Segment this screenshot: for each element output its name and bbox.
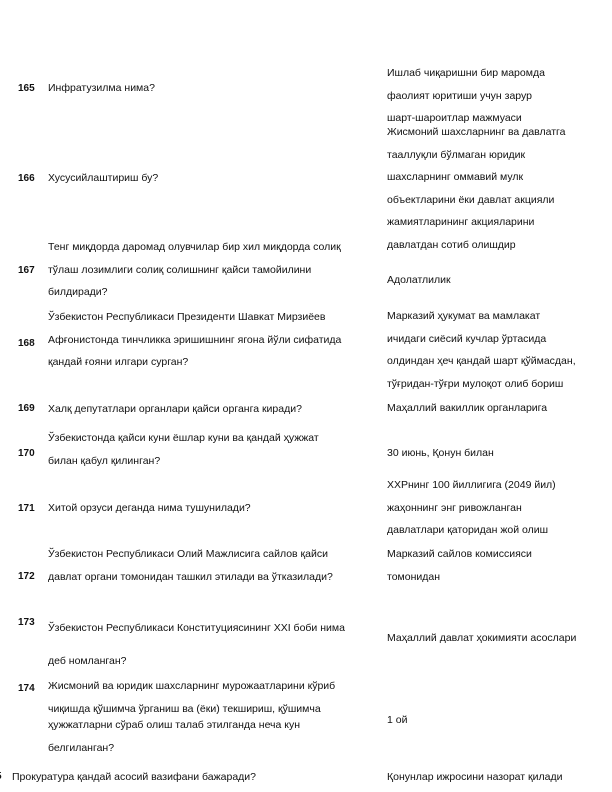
question-text-174 (48, 675, 374, 759)
answer-line: объектларини ёки давлат акцияли (387, 193, 555, 206)
question-line: Ўзбекистон Республикаси Олий Мажлисига сайлов қайси (48, 548, 328, 560)
question-text-167 (48, 236, 374, 304)
answer-line: шарт-шароитлар мажмуаси (387, 112, 522, 124)
question-line: Ўзбекистон Республикаси Президенти Шавкат Мирзиёев (48, 311, 326, 323)
question-text-168 (48, 306, 374, 374)
question-text-165 (48, 77, 374, 100)
question-number-172: 172 (18, 571, 35, 582)
question-number-171: 171 (18, 503, 35, 514)
answer-line: Марказий ҳукумат ва мамлакат (387, 310, 541, 322)
question-number-165: 165 (18, 83, 35, 94)
question-line: ҳужжатларни сўраб олиш талаб этилганда неча кун (48, 719, 301, 731)
question-line: тўлаш лозимлиги солиқ солишнинг қайси тамойилини (48, 263, 312, 276)
answer-line: Адолатлилик (387, 274, 451, 286)
question-line: Афғонистонда тинчликка эришишнинг ягона йўли сифатида (48, 333, 342, 346)
answer-text-168 (387, 305, 609, 395)
question-line: Тенг миқдорда даромад олувчилар бир хил миқдорда солиқ (48, 241, 341, 253)
question-text-last (12, 766, 338, 789)
question-number-168: 168 (18, 338, 35, 349)
answer-line: Қонунлар ижросини назорат қилади (387, 771, 563, 783)
question-line: давлат органи томонидан ташкил этилади ва ўтказилади? (48, 570, 333, 583)
question-line: белгиланган? (48, 741, 115, 754)
answer-line: шахсларнинг оммавий мулк (387, 171, 524, 183)
answer-line: Жисмоний шахсларнинг ва давлатга (387, 126, 566, 138)
answer-text-169 (387, 397, 609, 420)
answer-line: томонидан (387, 570, 441, 583)
answer-line: Марказий сайлов комиссияси (387, 548, 532, 560)
answer-line: олдиндан ҳеч қандай шарт қўймасдан, (387, 355, 576, 367)
question-line: Инфратузилма нима? (48, 82, 155, 94)
question-line: Ўзбекистон Республикаси Конституциясининг XXI боби нима (48, 622, 345, 634)
answer-text-171 (387, 474, 609, 542)
answer-line: жаҳоннинг энг ривожланган (387, 501, 522, 514)
question-text-171 (48, 497, 374, 520)
answer-line: Ишлаб чиқаришни бир маромда (387, 67, 545, 79)
answer-line: давлатлари қаторидан жой олиш (387, 524, 548, 536)
question-line: қандай ғояни илгари сурган? (48, 356, 189, 368)
question-text-166 (48, 167, 374, 190)
question-number-174: 174 (18, 683, 35, 694)
answer-line: фаолият юритиши учун зарур (387, 89, 532, 102)
answer-text-170 (387, 442, 609, 465)
answer-line: давлатдан сотиб олишдир (387, 238, 516, 251)
answer-text-166 (387, 121, 609, 256)
answer-line: тааллуқли бўлмаган юридик (387, 148, 526, 161)
question-line: билан қабул қилинган? (48, 454, 161, 467)
question-line: Ўзбекистонда қайси куни ёшлар куни ва қандай ҳужжат (48, 432, 319, 444)
question-text-173 (48, 617, 374, 672)
answer-text-last (387, 766, 609, 789)
question-text-169 (48, 398, 374, 421)
answer-line: ХХРнинг 100 йиллигига (2049 йил) (387, 479, 556, 491)
answer-line: Маҳаллий давлат ҳокимияти асослари (387, 632, 577, 644)
answer-text-173 (387, 627, 609, 650)
question-line: Хитой орзуси деганда нима тушунилади? (48, 502, 251, 514)
question-number-170: 170 (18, 448, 35, 459)
question-line: Жисмоний ва юридик шахсларнинг мурожаатларини кўриб (48, 680, 336, 692)
answer-line: ичидаги сиёсий кучлар ўртасида (387, 332, 547, 345)
answer-text-165 (387, 62, 609, 130)
question-text-170 (48, 427, 374, 472)
answer-line: Маҳаллий вакиллик органларига (387, 402, 548, 414)
question-number-167: 167 (18, 265, 35, 276)
question-line: деб номланган? (48, 654, 127, 667)
question-number-166: 166 (18, 173, 35, 184)
answer-line: 1 ой (387, 714, 408, 726)
answer-text-172 (387, 543, 609, 588)
question-number-173: 173 (18, 617, 35, 628)
answer-line: тўғридан-тўғри мулоқот олиб бориш (387, 377, 564, 390)
question-line: Прокуратура қандай асосий вазифани бажаради? (12, 771, 257, 783)
answer-text-167 (387, 269, 609, 292)
answer-line: 30 июнь, Қонун билан (387, 447, 494, 459)
question-line: Хусусийлаштириш бу? (48, 172, 159, 184)
question-number-cut (0, 771, 2, 783)
question-line: билдиради? (48, 286, 108, 298)
question-line: Халқ депутатлари органлари қайси органга киради? (48, 403, 302, 415)
question-number-169: 169 (18, 403, 35, 414)
question-line: чиқишда қўшимча ўрганиш ва (ёки) текшириш, қўшимча (48, 702, 321, 715)
answer-text-174 (387, 709, 609, 732)
answer-line: жамиятларининг акцияларини (387, 216, 535, 228)
question-text-172 (48, 543, 374, 588)
